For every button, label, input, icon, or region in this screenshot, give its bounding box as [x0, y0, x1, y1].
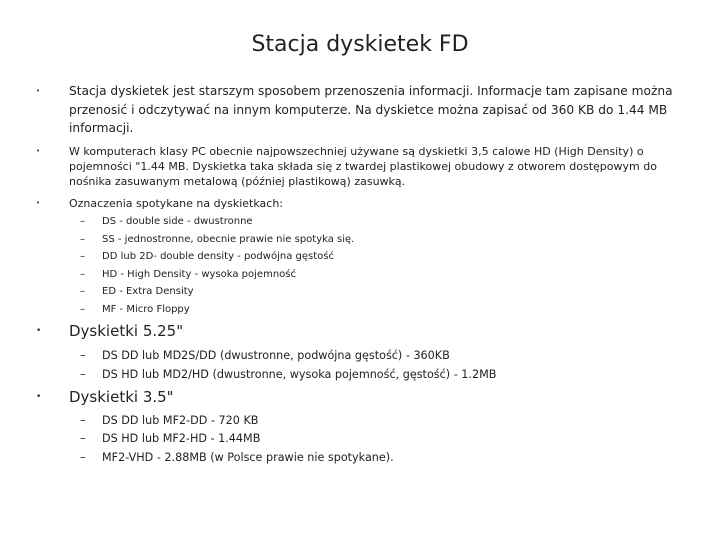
list-item: – DD lub 2D- double density - podwójna gęstość [80, 248, 354, 266]
list-35 [80, 412, 394, 467]
list-item: – DS DD lub MD2S/DD (dwustronne, podwójna gęstość) - 360KB [80, 346, 496, 365]
list-item: – DS HD lub MF2-HD - 1.44MB [80, 430, 394, 448]
dash-icon: – [80, 268, 85, 280]
dash-icon: – [80, 414, 86, 427]
dash-icon: – [80, 233, 85, 245]
dash-icon: – [80, 368, 86, 381]
bullet-icon: • [36, 392, 42, 402]
list-item: – DS HD lub MD2/HD (dwustronne, wysoka pojemność, gęstość) - 1.2MB [80, 365, 496, 384]
heading-525: Dyskietki 5.25" [69, 322, 184, 340]
list-item: – ED - Extra Density [80, 283, 354, 301]
designations-list [80, 213, 354, 319]
list-item: – MF - Micro Floppy [80, 301, 354, 319]
dash-icon: – [80, 432, 86, 446]
dash-icon: – [80, 251, 85, 263]
dash-icon: – [80, 349, 86, 362]
dash-icon: – [80, 286, 85, 298]
dash-icon: – [80, 303, 85, 315]
heading-35: Dyskietki 3.5" [69, 388, 174, 406]
paragraph-designations: Oznaczenia spotykane na dyskietkach: [69, 197, 284, 210]
slide-title: Stacja dyskietek FD [251, 32, 469, 57]
bullet-icon: • [36, 147, 41, 155]
bullet-icon: • [36, 87, 41, 95]
dash-icon: – [80, 216, 85, 227]
bullet-icon: • [36, 326, 42, 336]
dash-icon: – [80, 450, 86, 464]
paragraph-pc-floppies: W komputerach klasy PC obecnie najpowszechniej używane są dyskietki 3,5 calowe HD (High Density) o pojemności "1.44 MB. Dyskietka taka składa się z twardej plastikowej obudowy z otworem dostępowym do nośnika zasuwanym metalową (później plastikową) zasuwką. [69, 145, 657, 188]
list-item: – SS - jednostronne, obecnie prawie nie spotyka się. [80, 231, 354, 249]
paragraph-intro: Stacja dyskietek jest starszym sposobem przenoszenia informacji. Informacje tam zapisane można przenosić i odczytywać na innym komputerze. Na dyskietce można zapisać od 360 KB do 1.44 MB informacji. [69, 84, 673, 135]
list-item: – HD - High Density - wysoka pojemność [80, 266, 354, 284]
list-item: – DS - double side - dwustronne [80, 213, 354, 231]
list-item: – DS DD lub MF2-DD - 720 KB [80, 412, 394, 430]
list-525 [80, 346, 496, 384]
list-item: – MF2-VHD - 2.88MB (w Polsce prawie nie spotykane). [80, 449, 394, 467]
bullet-icon: • [36, 199, 41, 207]
